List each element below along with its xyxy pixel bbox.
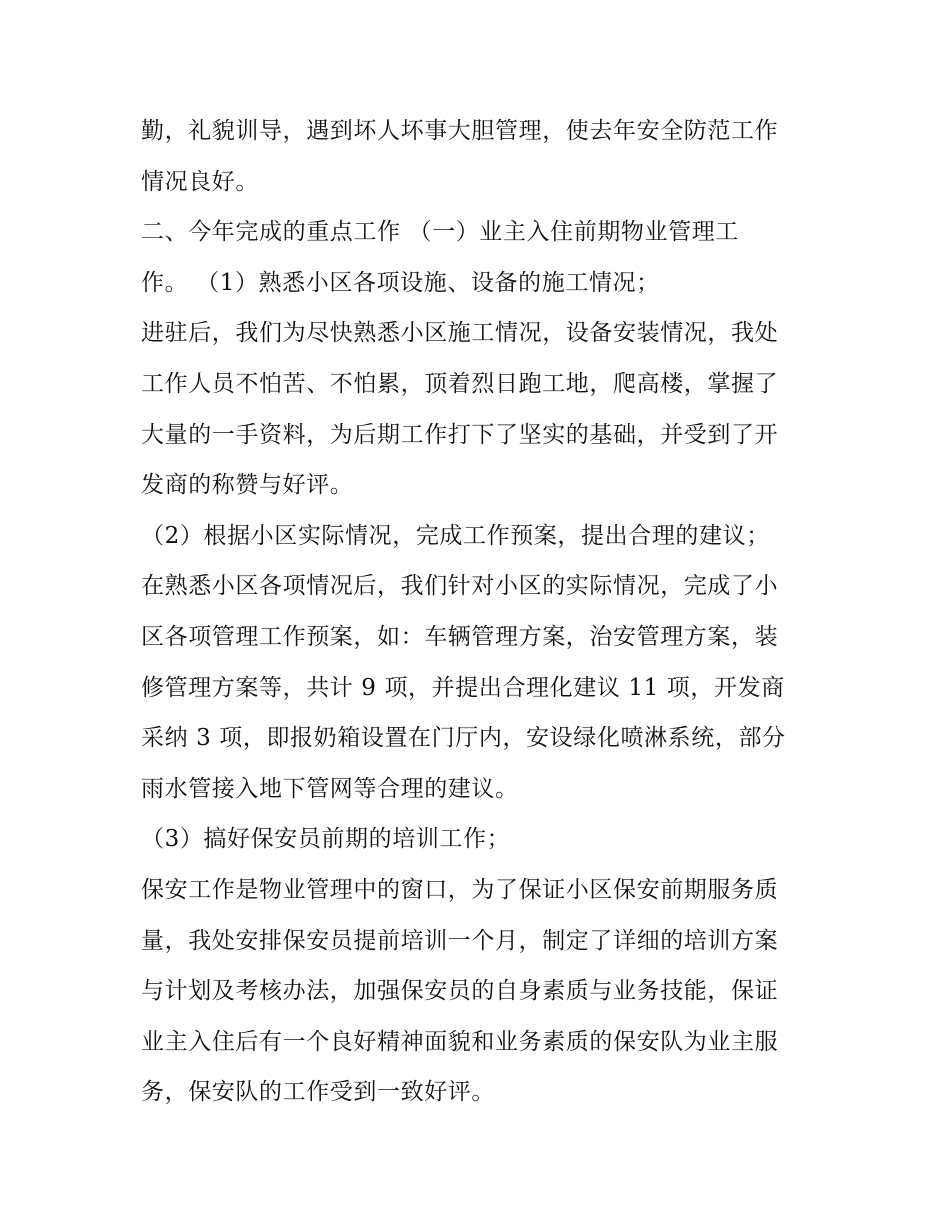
subsection-heading-line: 作。 （1）熟悉小区各项设施、设备的施工情况；	[141, 269, 660, 296]
text-line: 发商的称赞与好评。	[141, 472, 354, 499]
text-line: 雨水管接入地下管网等合理的建议。	[141, 775, 519, 802]
section-heading-line: 二、今年完成的重点工作 （一）业主入住前期物业管理工	[141, 219, 739, 246]
text-line: 区各项管理工作预案，如：车辆管理方案，治安管理方案，装	[141, 623, 779, 650]
text-line: 与计划及考核办法，加强保安员的自身素质与业务技能，保证	[141, 978, 779, 1005]
body-text	[141, 106, 821, 1118]
text-line: 采纳 3 项，即报奶箱设置在门厅内，安设绿化喷淋系统，部分	[141, 725, 786, 752]
text-line: 进驻后，我们为尽快熟悉小区施工情况，设备安装情况，我处	[141, 320, 779, 347]
text-line: 情况良好。	[141, 168, 259, 195]
subsection-heading-line: （3）搞好保安员前期的培训工作；	[141, 826, 511, 853]
subsection-heading-line: （2）根据小区实际情况，完成工作预案，提出合理的建议；	[141, 522, 770, 549]
text-line: 保安工作是物业管理中的窗口，为了保证小区保安前期服务质	[141, 876, 779, 903]
text-line: 在熟悉小区各项情况后，我们针对小区的实际情况，完成了小	[141, 573, 779, 600]
text-line: 工作人员不怕苦、不怕累，顶着烈日跑工地，爬高楼，掌握了	[141, 370, 779, 397]
text-line: 修管理方案等，共计 9 项，并提出合理化建议 11 项，开发商	[141, 674, 785, 701]
text-line: 业主入住后有一个良好精神面貌和业务素质的保安队为业主服	[141, 1028, 779, 1055]
text-line: 量，我处安排保安员提前培训一个月，制定了详细的培训方案	[141, 927, 779, 954]
text-line: 勤，礼貌训导，遇到坏人坏事大胆管理，使去年安全防范工作	[141, 118, 779, 144]
text-line: 务，保安队的工作受到一致好评。	[141, 1079, 495, 1106]
text-line: 大量的一手资料，为后期工作打下了坚实的基础，并受到了开	[141, 421, 779, 448]
